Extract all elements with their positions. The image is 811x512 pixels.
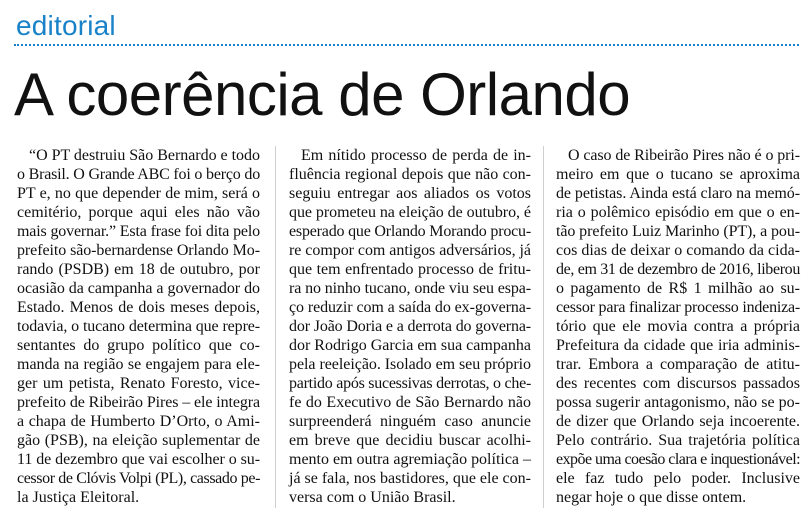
article-line: ria o polêmico episódio em que o en- bbox=[556, 204, 800, 221]
article-line: de dizer que Orlando seja incoerente. bbox=[556, 413, 800, 430]
article-line: esperado que Orlando Morando procu- bbox=[289, 223, 531, 240]
article-line: surpreenderá ninguém caso anuncie bbox=[289, 413, 531, 430]
article-line: pela reeleição. Isolado em seu próprio bbox=[289, 356, 532, 373]
column-divider-2 bbox=[543, 146, 544, 508]
article-line: Estado. Menos de dois meses depois, bbox=[17, 299, 260, 316]
article-line: partido após sucessivas derrotas, o che- bbox=[289, 375, 532, 392]
article-column-3 bbox=[556, 146, 800, 507]
article-line: tão prefeito Luiz Marinho (PT), a pou- bbox=[556, 223, 800, 240]
column-divider-1 bbox=[275, 146, 276, 508]
article-line: já se fala, nos bastidores, que ele con- bbox=[289, 470, 531, 487]
article-line: de petistas. Ainda está claro na memó- bbox=[556, 185, 801, 202]
article-line: tório que ele movia contra a própria bbox=[556, 318, 800, 335]
article-line: o Brasil. O Grande ABC foi o berço do bbox=[17, 166, 261, 183]
article-line: manda na região se engajem para ele- bbox=[17, 356, 260, 373]
article-line: PT e, no que depender de mim, será o bbox=[17, 185, 260, 202]
article-line: des recentes com discursos passados bbox=[556, 375, 800, 392]
article-line: todavia, o tucano determina que repre- bbox=[17, 318, 261, 335]
article-line: cessor para finalizar processo indeniza- bbox=[556, 299, 801, 316]
article-column-2 bbox=[289, 146, 531, 507]
article-line: sentantes do grupo político que co- bbox=[17, 337, 260, 354]
headline: A coerência de Orlando bbox=[14, 61, 631, 128]
article-line: mento em outra agremiação política – bbox=[289, 451, 532, 468]
article-line: fluência regional depois que não con- bbox=[289, 166, 531, 183]
article-line: prefeito de Ribeirão Pires – ele integra bbox=[17, 394, 261, 411]
article-line: “O PT destruiu São Bernardo e todo bbox=[29, 147, 260, 164]
article-line: la Justiça Eleitoral. bbox=[17, 489, 140, 506]
article-line: O caso de Ribeirão Pires não é o pri- bbox=[568, 147, 801, 164]
article-line: meiro em que o tucano se aproxima bbox=[556, 166, 800, 183]
article-line: em breve que decidiu buscar acolhi- bbox=[289, 432, 531, 449]
article-line: Prefeitura da cidade que iria adminis- bbox=[556, 337, 800, 354]
article-line: possa sugerir antagonismo, não se po- bbox=[556, 394, 800, 411]
article-line: versa com o União Brasil. bbox=[289, 489, 456, 506]
article-line: Pelo contrário. Sua trajetória política bbox=[556, 432, 800, 449]
article-line: o pagamento de R$ 1 milhão ao su- bbox=[556, 280, 800, 297]
article-line: que prometeu na eleição de outubro, é bbox=[289, 204, 531, 221]
article-line: a chapa de Humberto D’Orto, o Ami- bbox=[17, 413, 260, 430]
article-line: ger um petista, Renato Foresto, vice- bbox=[17, 375, 260, 392]
article-line: ocasião da campanha a governador do bbox=[17, 280, 261, 297]
article-line: ra no ninho tucano, onde viu seu espa- bbox=[289, 280, 532, 297]
article-line: dor João Doria e a derrota do governa- bbox=[289, 318, 531, 335]
article-line: cessor de Clóvis Volpi (PL), cassado pe- bbox=[17, 470, 261, 487]
article-line: mais governar.” Esta frase foi dita pelo bbox=[17, 223, 261, 240]
article-line: 11 de dezembro que vai escolher o su- bbox=[17, 451, 260, 468]
article-line: de, em 31 de dezembro de 2016, liberou bbox=[556, 261, 800, 278]
article-line: re compor com antigos adversários, já bbox=[289, 242, 531, 259]
article-line: dor Rodrigo Garcia em sua campanha bbox=[289, 337, 531, 354]
article-line: rando (PSDB) em 18 de outubro, por bbox=[17, 261, 260, 278]
article-line: ço reduzir com a saída do ex-governa- bbox=[289, 299, 532, 316]
article-line: expõe uma coesão clara e inquestionável: bbox=[556, 451, 801, 468]
article-line: ele faz tudo pelo poder. Inclusive bbox=[556, 470, 800, 487]
article-line: Em nítido processo de perda de in- bbox=[301, 147, 531, 164]
article-line: negar hoje o que disse ontem. bbox=[556, 489, 747, 506]
article-line: trar. Embora a comparação de atitu- bbox=[556, 356, 800, 373]
article-line: fe do Executivo de São Bernardo não bbox=[289, 394, 531, 411]
article-line: seguiu entregar aos aliados os votos bbox=[289, 185, 531, 202]
article-column-1 bbox=[17, 146, 260, 507]
article-line: que tem enfrentado processo de fritu- bbox=[289, 261, 531, 278]
article-line: cos dias de deixar o comando da cida- bbox=[556, 242, 800, 259]
article-line: cemitério, porque aqui eles não vão bbox=[17, 204, 260, 221]
article-line: prefeito são-bernardense Orlando Mo- bbox=[17, 242, 260, 259]
article-line: gão (PSB), na eleição suplementar de bbox=[17, 432, 260, 449]
section-divider bbox=[14, 44, 799, 46]
section-label: editorial bbox=[16, 10, 116, 41]
